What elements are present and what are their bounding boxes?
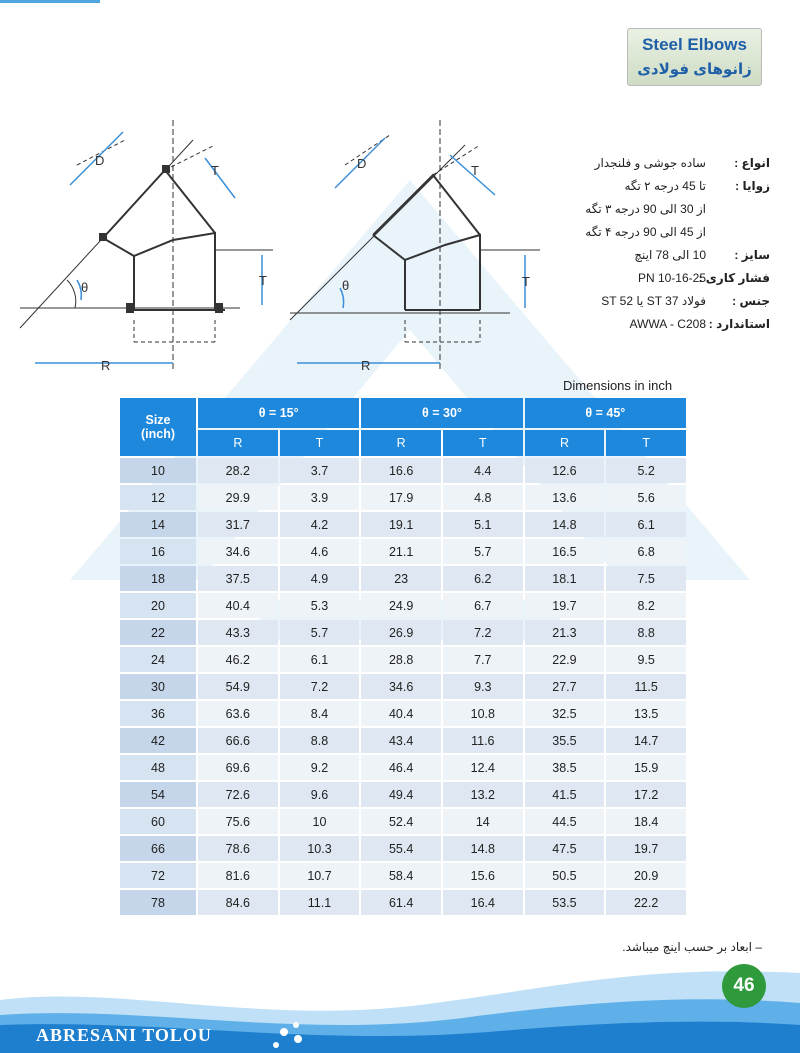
spec-value: فولاد ST 37 یا ST 52 (601, 294, 706, 308)
value-cell: 8.4 (280, 701, 360, 726)
spec-label: استاندارد : (708, 317, 770, 331)
value-cell: 8.8 (280, 728, 360, 753)
value-cell: 4.9 (280, 566, 360, 591)
value-cell: 4.4 (443, 458, 523, 483)
spec-value: ساده جوشی و فلنجدار (594, 156, 706, 170)
spec-value: از 45 الی 90 درجه ۴ تگه (585, 225, 706, 239)
value-cell: 10 (280, 809, 360, 834)
value-cell: 13.6 (525, 485, 605, 510)
value-cell: 78.6 (198, 836, 278, 861)
table-row (120, 863, 686, 888)
spec-label: فشار کاری : (698, 271, 770, 285)
table-row (120, 809, 686, 834)
spec-row (540, 175, 770, 198)
value-cell: 10.3 (280, 836, 360, 861)
value-cell: 61.4 (361, 890, 441, 915)
table-row (120, 512, 686, 537)
size-cell: 42 (120, 728, 196, 753)
value-cell: 38.5 (525, 755, 605, 780)
value-cell: 37.5 (198, 566, 278, 591)
spec-value: AWWA - C208 (629, 317, 706, 331)
dimensions-table-body (120, 458, 686, 915)
label-t-side-2: T (522, 274, 530, 289)
value-cell: 66.6 (198, 728, 278, 753)
value-cell: 52.4 (361, 809, 441, 834)
table-row (120, 782, 686, 807)
brand-name: ABRESANI TOLOU (36, 1025, 212, 1045)
table-row (120, 593, 686, 618)
size-header-line2: (inch) (140, 427, 176, 441)
value-cell: 21.1 (361, 539, 441, 564)
value-cell: 81.6 (198, 863, 278, 888)
size-cell: 16 (120, 539, 196, 564)
value-cell: 15.6 (443, 863, 523, 888)
value-cell: 41.5 (525, 782, 605, 807)
value-cell: 6.7 (443, 593, 523, 618)
value-cell: 20.9 (606, 863, 686, 888)
value-cell: 7.2 (443, 620, 523, 645)
value-cell: 6.2 (443, 566, 523, 591)
value-cell: 53.5 (525, 890, 605, 915)
group-header-15: θ = 15° (198, 398, 359, 428)
value-cell: 22.9 (525, 647, 605, 672)
spec-label: سایز : (734, 248, 770, 262)
value-cell: 10.8 (443, 701, 523, 726)
top-accent-line (0, 0, 100, 3)
value-cell: 28.2 (198, 458, 278, 483)
sub-header-r: R (361, 430, 441, 456)
label-d-2: D (357, 156, 367, 171)
value-cell: 49.4 (361, 782, 441, 807)
size-cell: 14 (120, 512, 196, 537)
table-row (120, 566, 686, 591)
label-theta-2: θ (342, 278, 350, 293)
value-cell: 18.1 (525, 566, 605, 591)
value-cell: 4.2 (280, 512, 360, 537)
value-cell: 58.4 (361, 863, 441, 888)
group-header-30: θ = 30° (361, 398, 522, 428)
value-cell: 35.5 (525, 728, 605, 753)
table-row (120, 647, 686, 672)
spec-row (540, 267, 770, 290)
table-row (120, 701, 686, 726)
label-t-side-1: T (259, 273, 267, 288)
sub-header-t: T (606, 430, 686, 456)
value-cell: 5.6 (606, 485, 686, 510)
size-cell: 12 (120, 485, 196, 510)
value-cell: 9.5 (606, 647, 686, 672)
spec-value: تا 45 درجه ۲ تگه (624, 179, 706, 193)
value-cell: 12.4 (443, 755, 523, 780)
size-cell: 22 (120, 620, 196, 645)
sub-header-t: T (443, 430, 523, 456)
spec-row (540, 313, 770, 336)
sub-header-r: R (525, 430, 605, 456)
table-row (120, 620, 686, 645)
value-cell: 24.9 (361, 593, 441, 618)
size-cell: 10 (120, 458, 196, 483)
size-cell: 30 (120, 674, 196, 699)
spec-row (540, 290, 770, 313)
table-row (120, 674, 686, 699)
title-persian: زانوهای فولادی (637, 61, 752, 78)
value-cell: 9.2 (280, 755, 360, 780)
value-cell: 15.9 (606, 755, 686, 780)
value-cell: 19.1 (361, 512, 441, 537)
spec-label: انواع : (734, 156, 770, 170)
value-cell: 63.6 (198, 701, 278, 726)
value-cell: 22.2 (606, 890, 686, 915)
specifications-list (540, 152, 770, 336)
value-cell: 13.2 (443, 782, 523, 807)
label-d-1: D (95, 153, 105, 168)
value-cell: 55.4 (361, 836, 441, 861)
label-t-top-2: T (471, 163, 479, 178)
table-row (120, 890, 686, 915)
label-t-top-1: T (211, 163, 219, 178)
value-cell: 3.7 (280, 458, 360, 483)
value-cell: 16.4 (443, 890, 523, 915)
table-row (120, 485, 686, 510)
value-cell: 5.7 (280, 620, 360, 645)
value-cell: 46.2 (198, 647, 278, 672)
spec-value: 10 الی 78 اینچ (634, 248, 706, 262)
table-row (120, 728, 686, 753)
size-cell: 36 (120, 701, 196, 726)
size-cell: 18 (120, 566, 196, 591)
size-cell: 24 (120, 647, 196, 672)
value-cell: 11.6 (443, 728, 523, 753)
value-cell: 47.5 (525, 836, 605, 861)
table-row (120, 836, 686, 861)
footnote: – ابعاد بر حسب اینچ میباشد. (622, 940, 762, 954)
value-cell: 3.9 (280, 485, 360, 510)
size-cell: 54 (120, 782, 196, 807)
value-cell: 19.7 (525, 593, 605, 618)
spec-label: زوایا : (735, 179, 770, 193)
sub-header-t: T (280, 430, 360, 456)
size-cell: 72 (120, 863, 196, 888)
value-cell: 40.4 (361, 701, 441, 726)
value-cell: 8.8 (606, 620, 686, 645)
value-cell: 9.3 (443, 674, 523, 699)
value-cell: 7.2 (280, 674, 360, 699)
title-box (627, 28, 762, 86)
value-cell: 4.6 (280, 539, 360, 564)
value-cell: 5.2 (606, 458, 686, 483)
spec-label: جنس : (732, 294, 770, 308)
spec-row (540, 198, 770, 221)
spec-value: PN 10-16-25 (637, 271, 706, 285)
value-cell: 16.5 (525, 539, 605, 564)
group-header-45: θ = 45° (525, 398, 686, 428)
table-row (120, 755, 686, 780)
spec-value: از 30 الی 90 درجه ۳ تگه (585, 202, 706, 216)
size-cell: 48 (120, 755, 196, 780)
value-cell: 18.4 (606, 809, 686, 834)
spec-row (540, 221, 770, 244)
value-cell: 84.6 (198, 890, 278, 915)
value-cell: 21.3 (525, 620, 605, 645)
value-cell: 29.9 (198, 485, 278, 510)
size-cell: 60 (120, 809, 196, 834)
value-cell: 19.7 (606, 836, 686, 861)
value-cell: 23 (361, 566, 441, 591)
value-cell: 31.7 (198, 512, 278, 537)
value-cell: 43.3 (198, 620, 278, 645)
size-header (120, 398, 196, 456)
value-cell: 10.7 (280, 863, 360, 888)
value-cell: 8.2 (606, 593, 686, 618)
value-cell: 34.6 (198, 539, 278, 564)
label-r-2: R (361, 358, 371, 373)
elbow-diagram-plain (285, 120, 550, 380)
value-cell: 5.7 (443, 539, 523, 564)
value-cell: 13.5 (606, 701, 686, 726)
elbow-diagram-welded (15, 120, 275, 380)
value-cell: 43.4 (361, 728, 441, 753)
value-cell: 50.5 (525, 863, 605, 888)
value-cell: 14.7 (606, 728, 686, 753)
value-cell: 6.1 (280, 647, 360, 672)
value-cell: 9.6 (280, 782, 360, 807)
value-cell: 5.3 (280, 593, 360, 618)
dimensions-table (118, 396, 688, 917)
size-cell: 20 (120, 593, 196, 618)
value-cell: 4.8 (443, 485, 523, 510)
page-number-badge: 46 (722, 964, 766, 1008)
value-cell: 7.5 (606, 566, 686, 591)
value-cell: 75.6 (198, 809, 278, 834)
size-cell: 78 (120, 890, 196, 915)
value-cell: 6.1 (606, 512, 686, 537)
value-cell: 26.9 (361, 620, 441, 645)
value-cell: 11.1 (280, 890, 360, 915)
sub-header-r: R (198, 430, 278, 456)
value-cell: 16.6 (361, 458, 441, 483)
size-cell: 66 (120, 836, 196, 861)
value-cell: 6.8 (606, 539, 686, 564)
value-cell: 34.6 (361, 674, 441, 699)
value-cell: 46.4 (361, 755, 441, 780)
label-r-1: R (101, 358, 111, 373)
table-row (120, 458, 686, 483)
value-cell: 54.9 (198, 674, 278, 699)
value-cell: 28.8 (361, 647, 441, 672)
value-cell: 17.9 (361, 485, 441, 510)
value-cell: 44.5 (525, 809, 605, 834)
value-cell: 32.5 (525, 701, 605, 726)
value-cell: 12.6 (525, 458, 605, 483)
value-cell: 17.2 (606, 782, 686, 807)
spec-row (540, 244, 770, 267)
value-cell: 40.4 (198, 593, 278, 618)
spec-row (540, 152, 770, 175)
value-cell: 69.6 (198, 755, 278, 780)
value-cell: 14.8 (525, 512, 605, 537)
value-cell: 27.7 (525, 674, 605, 699)
label-theta-1: θ (81, 280, 89, 295)
value-cell: 5.1 (443, 512, 523, 537)
value-cell: 7.7 (443, 647, 523, 672)
table-row (120, 539, 686, 564)
units-note: Dimensions in inch (563, 378, 673, 393)
title-english: Steel Elbows (642, 35, 747, 54)
value-cell: 72.6 (198, 782, 278, 807)
value-cell: 14.8 (443, 836, 523, 861)
size-header-line1: Size (145, 413, 171, 427)
value-cell: 14 (443, 809, 523, 834)
value-cell: 11.5 (606, 674, 686, 699)
